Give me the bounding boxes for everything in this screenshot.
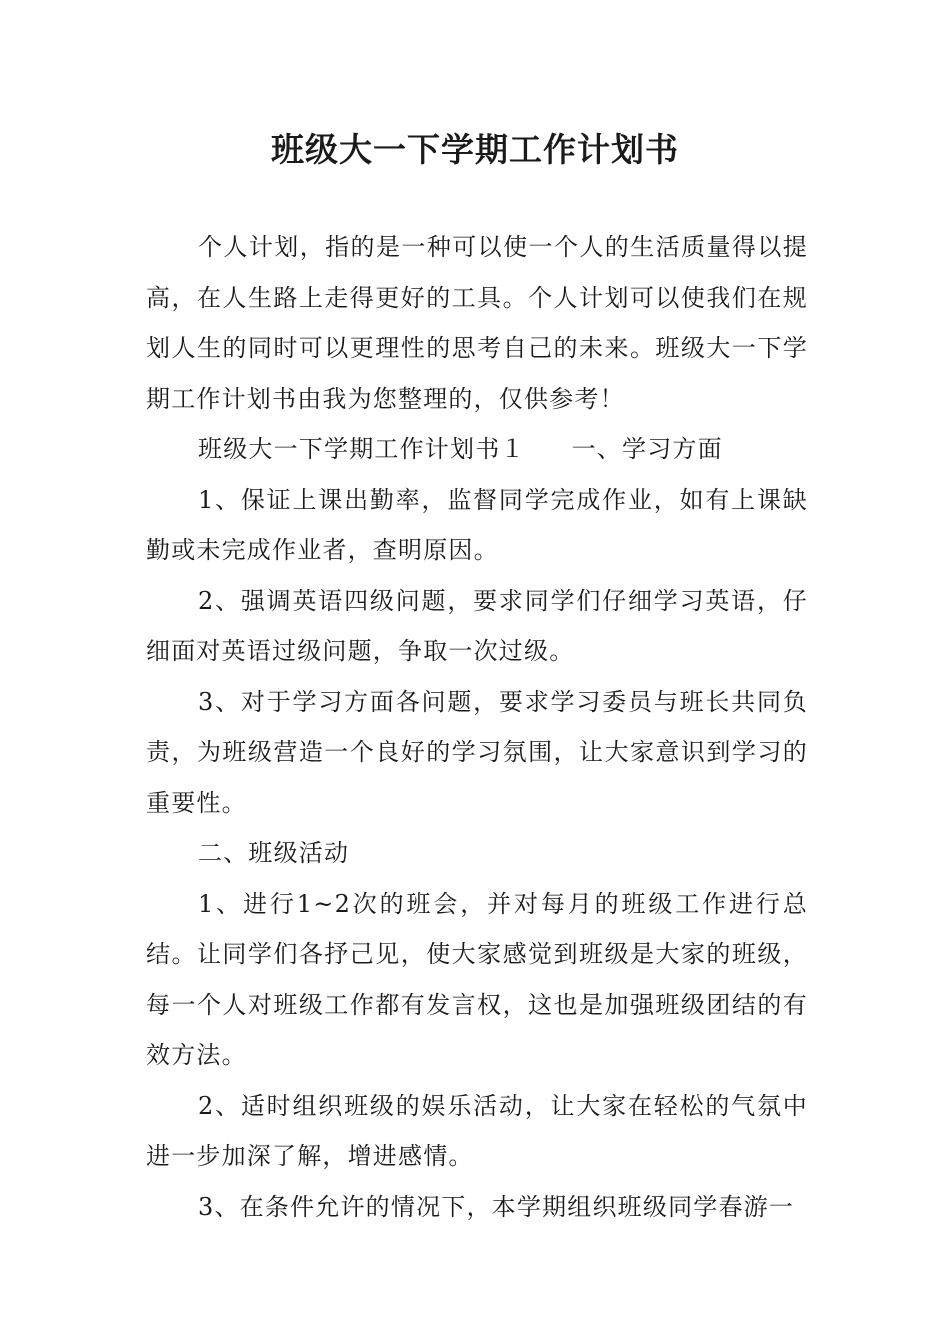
intro-paragraph: 个人计划，指的是一种可以使一个人的生活质量得以提高，在人生路上走得更好的工具。个人计划可以使我们在规划人生的同时可以更理性的思考自己的未来。班级大一下学期工作计划书由我为您整理的，仅供参考！ — [146, 233, 808, 413]
study-item: 1、保证上课出勤率，监督同学完成作业，如有上课缺勤或未完成作业者，查明原因。 — [146, 485, 808, 564]
section-heading-activities: 二、班级活动 — [198, 839, 350, 867]
study-item: 3、对于学习方面各问题，要求学习委员与班长共同负责，为班级营造一个良好的学习氛围，让大家意识到学习的重要性。 — [146, 687, 808, 817]
activity-item: 2、适时组织班级的娱乐活动，让大家在轻松的气氛中进一步加深了解，增进感情。 — [146, 1091, 808, 1170]
plan-heading: 班级大一下学期工作计划书１ — [198, 435, 526, 463]
section-heading-study: 一、学习方面 — [571, 435, 723, 463]
study-item: 2、强调英语四级问题，要求同学们仔细学习英语，仔细面对英语过级问题，争取一次过级。 — [146, 586, 808, 665]
activity-item: 1、进行1~2次的班会，并对每月的班级工作进行总结。让同学们各抒己见，使大家感觉到班级是大家的班级，每一个人对班级工作都有发言权，这也是加强班级团结的有效方法。 — [146, 889, 808, 1069]
activity-item: 3、在条件允许的情况下，本学期组织班级同学春游一 — [198, 1192, 795, 1221]
document-body — [146, 222, 808, 1232]
plan-heading-line — [146, 424, 808, 475]
document-title: 班级大一下学期工作计划书 — [271, 130, 679, 169]
